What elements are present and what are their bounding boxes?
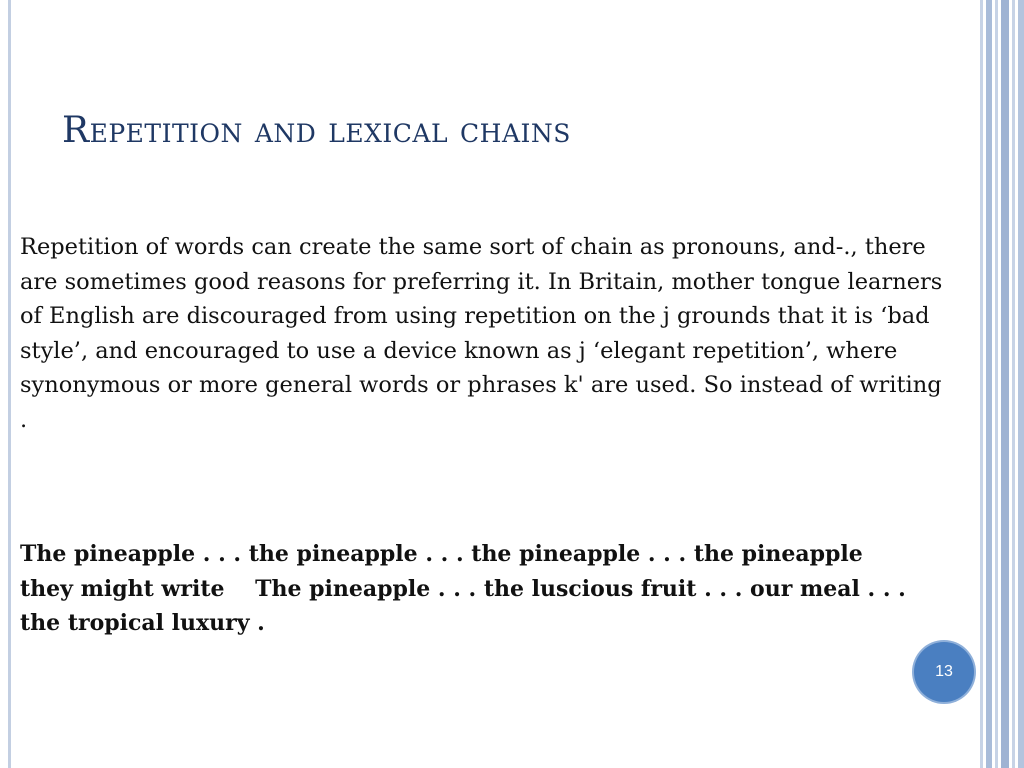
- example-line-2: they might write The pineapple . . . the luscious fruit . . . our meal . . .: [20, 575, 906, 602]
- left-frame-line: [8, 0, 11, 768]
- slide-title: Repetition and lexical chains: [62, 110, 571, 151]
- example-text: [20, 537, 960, 641]
- right-stripe: [1012, 0, 1015, 768]
- example-line-1: The pineapple . . . the pineapple . . . the pineapple . . . the pineapple: [20, 541, 863, 567]
- right-stripe: [1018, 0, 1024, 768]
- example-line-3: the tropical luxury .: [20, 610, 265, 636]
- page-number: 13: [935, 663, 953, 680]
- right-stripe: [1001, 0, 1009, 768]
- body-paragraph: Repetition of words can create the same sort of chain as pronouns, and-., there are sometimes good reasons for preferring it. In Britain, mother tongue learners of English are discouraged from using repetition on the j grounds that it is ‘bad style’, and encouraged to use a device known as j ‘elegant repetition’, where synonymous or more general words or phrases k' are used. So instead of writing .: [20, 234, 943, 433]
- page-number-badge: [914, 642, 974, 702]
- right-stripe: [980, 0, 983, 768]
- right-stripe: [986, 0, 992, 768]
- right-stripe: [995, 0, 998, 768]
